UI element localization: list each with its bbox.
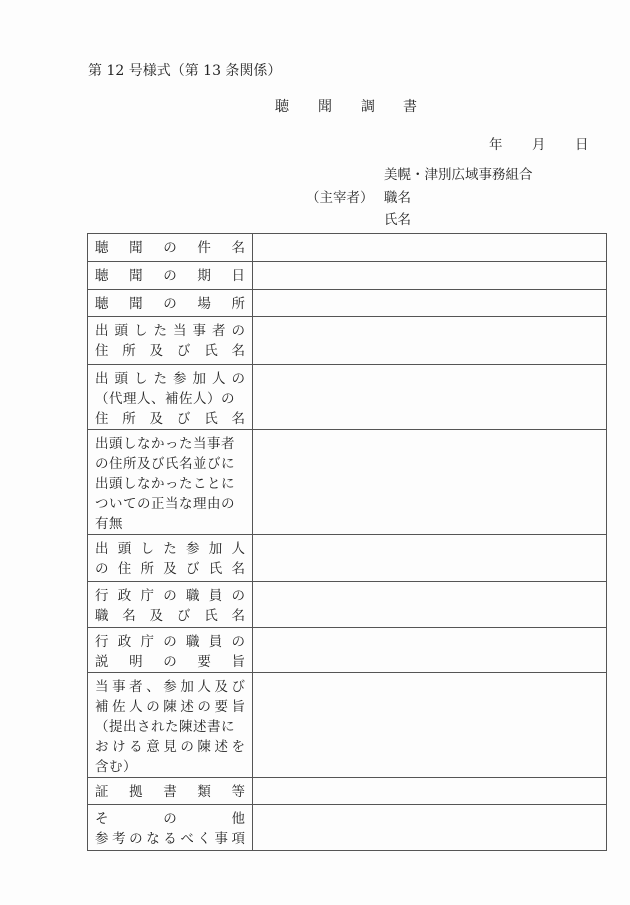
job-title-label: 職名	[384, 190, 411, 206]
table-row	[88, 778, 607, 805]
table-row	[88, 628, 607, 673]
label-line: の 住 所 及 び 氏 名	[95, 561, 245, 577]
label-line: 含む）	[95, 759, 137, 775]
row-value-field[interactable]	[253, 430, 607, 535]
label-line: 証 拠 書 類 等	[95, 784, 245, 800]
row-value-field[interactable]	[253, 778, 607, 805]
title-char: 聞	[318, 99, 332, 115]
label-line: 出頭しなかった当事者	[95, 436, 235, 452]
row-label	[88, 778, 253, 805]
label-line: 有無	[95, 516, 123, 532]
row-value-field[interactable]	[253, 535, 607, 582]
table-row	[88, 582, 607, 628]
row-label	[88, 805, 253, 851]
label-line: 当 事 者 、 参 加 人 及 び	[95, 679, 245, 695]
year-label: 年	[489, 137, 503, 153]
row-label	[88, 290, 253, 317]
table-row	[88, 673, 607, 778]
row-value-field[interactable]	[253, 290, 607, 317]
row-value-field[interactable]	[253, 234, 607, 262]
table-row	[88, 262, 607, 290]
label-line: （提出された陳述書に	[95, 719, 235, 735]
label-line: 出 頭 し た 参 加 人	[95, 541, 245, 557]
row-value-field[interactable]	[253, 365, 607, 430]
organization-name: 美幌・津別広域事務組合	[384, 167, 533, 183]
row-value-field[interactable]	[253, 628, 607, 673]
label-line: 聴 聞 の 場 所	[95, 296, 245, 312]
row-value-field[interactable]	[253, 673, 607, 778]
label-line: 聴 聞 の 期 日	[95, 268, 245, 284]
table-row	[88, 317, 607, 365]
row-value-field[interactable]	[253, 805, 607, 851]
label-line: 住 所 及 び 氏 名	[95, 343, 245, 359]
host-label: （主宰者）	[306, 190, 374, 206]
label-line: の住所及び氏名並びに	[95, 456, 235, 472]
label-line: 出 頭 し た 当 事 者 の	[95, 323, 245, 339]
label-line: 聴 聞 の 件 名	[95, 240, 245, 256]
day-label: 日	[575, 137, 589, 153]
table-row	[88, 290, 607, 317]
label-line: 参 考 の な る べ く 事 項	[95, 831, 245, 847]
label-line: 説 明 の 要 旨	[95, 654, 245, 670]
row-value-field[interactable]	[253, 582, 607, 628]
row-label	[88, 628, 253, 673]
label-line: 補 佐 人 の 陳 述 の 要 旨	[95, 699, 245, 715]
row-label	[88, 430, 253, 535]
row-label	[88, 317, 253, 365]
row-label	[88, 234, 253, 262]
table-row	[88, 365, 607, 430]
label-line: 行 政 庁 の 職 員 の	[95, 634, 245, 650]
table-row	[88, 805, 607, 851]
label-line: 出 頭 し た 参 加 人 の	[95, 371, 245, 387]
row-label	[88, 582, 253, 628]
row-label	[88, 365, 253, 430]
row-label	[88, 535, 253, 582]
label-line: ついての正当な理由の	[95, 496, 235, 512]
label-line: そ の 他	[95, 811, 245, 827]
title-char: 聴	[275, 99, 289, 115]
row-value-field[interactable]	[253, 262, 607, 290]
name-label: 氏名	[384, 212, 411, 228]
table-row	[88, 234, 607, 262]
row-value-field[interactable]	[253, 317, 607, 365]
label-line: 住 所 及 び 氏 名	[95, 411, 245, 427]
title-char: 調	[361, 99, 375, 115]
label-line: 行 政 庁 の 職 員 の	[95, 588, 245, 604]
label-line: 出頭しなかったことに	[95, 476, 235, 492]
hearing-record-table	[87, 233, 607, 851]
label-line: お け る 意 見 の 陳 述 を	[95, 739, 245, 755]
row-label	[88, 262, 253, 290]
title-char: 書	[403, 99, 417, 115]
table-row	[88, 535, 607, 582]
month-label: 月	[532, 137, 546, 153]
table-row	[88, 430, 607, 535]
label-line: 職 名 及 び 氏 名	[95, 608, 245, 624]
row-label	[88, 673, 253, 778]
label-line: （代理人、補佐人）の	[95, 391, 235, 407]
form-number: 第 12 号様式（第 13 条関係）	[88, 63, 282, 79]
